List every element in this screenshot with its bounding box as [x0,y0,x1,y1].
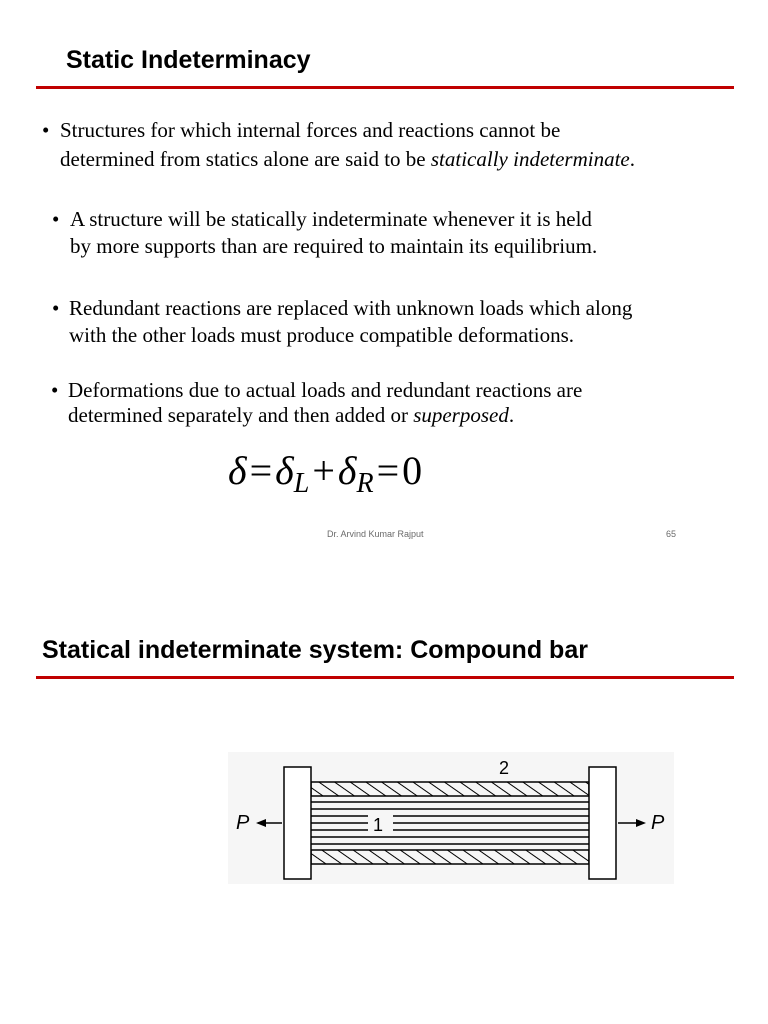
right-load-label: P [651,812,665,834]
bullet-2-line-2: by more supports than are required to maintain its equilibrium. [70,234,598,258]
outer-tube-top [311,782,589,796]
bullet-dot: • [51,378,59,402]
slide1-title: Static Indeterminacy [66,46,311,74]
bullet-dot: • [52,207,60,231]
bullet-3-line-2: with the other loads must produce compatible deformations. [69,323,575,347]
bullet-2-line-1: A structure will be statically indeterminate whenever it is held [70,207,592,231]
bullet-1-line-1: Structures for which internal forces and reactions cannot be [60,118,561,142]
left-end-plate [284,767,311,879]
bullet-1-line-2: determined from statics alone are said to be statically indeterminate. [60,147,635,171]
right-end-plate [589,767,616,879]
left-load-arrow [256,819,282,827]
bullet-3-line-1: Redundant reactions are replaced with unknown loads which along [69,296,633,320]
inner-bar [311,802,589,844]
slide2-title: Statical indeterminate system: Compound bar [42,636,588,664]
outer-tube-bottom [311,850,589,864]
term-superposed: superposed [413,403,509,427]
footer-page-number: 65 [666,529,677,539]
slide2-title-rule [36,676,734,679]
bullet-4-line-2: determined separately and then added or superposed. [68,403,515,427]
footer-author: Dr. Arvind Kumar Rajput [327,529,424,539]
inner-bar-label: 1 [373,815,384,835]
bullet-dot: • [42,118,50,142]
left-load-label: P [236,812,250,834]
bullet-dot: • [52,296,60,320]
term-statically-indeterminate: statically indeterminate [430,147,630,171]
superposition-equation: $\delta=\delta_L+\delta_R=0$ [228,448,423,499]
slide1-title-rule [36,86,734,89]
bullet-4-line-1: Deformations due to actual loads and redundant reactions are [68,378,583,402]
compound-bar-figure [228,752,674,884]
right-load-arrow [618,819,646,827]
outer-tube-label: 2 [499,758,510,778]
